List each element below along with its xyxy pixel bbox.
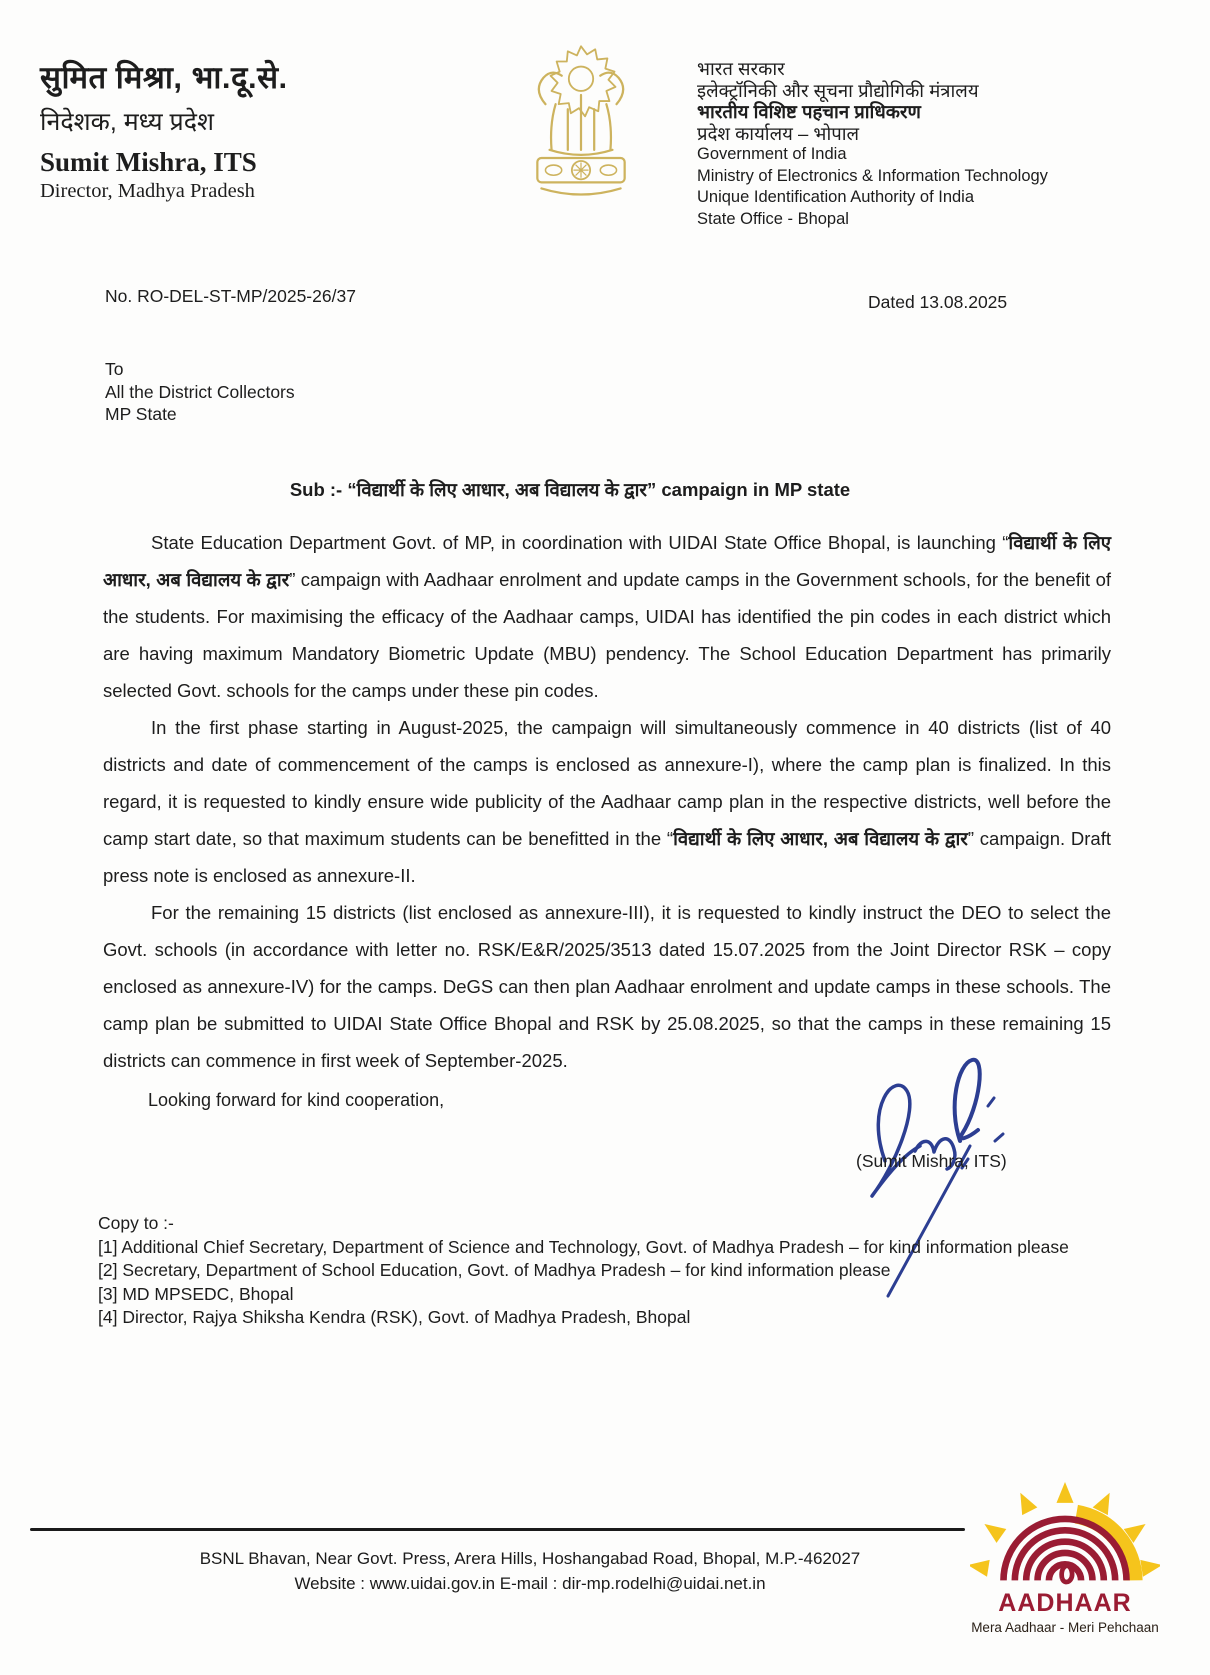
letterhead-authority-en: Unique Identification Authority of India: [697, 188, 975, 206]
recipient-block: [105, 358, 295, 426]
paragraph-1-text-cont: ” campaign with Aadhaar enrolment and update camps in the Government schools, for the benefit of the students. For maximising the efficacy of the Aadhaar camps, UIDAI has identified the pin codes in each district which are having maximum Mandatory Biometric Update (MBU) pendency. The School Education Department has primarily selected Govt. schools for the camps under these pin codes.: [103, 569, 1112, 701]
footer-block: [130, 1546, 930, 1596]
letterhead-office-en: State Office - Bhopal: [697, 209, 849, 228]
signatory-name: (Sumit Mishra, ITS): [856, 1151, 1007, 1171]
sender-name-english: Sumit Mishra, ITS: [40, 147, 257, 177]
copy-to-block: [98, 1212, 1112, 1330]
aadhaar-sun-fingerprint-icon: [970, 1482, 1160, 1588]
letterhead-office-hindi: प्रदेश कार्यालय – भोपाल: [697, 122, 860, 144]
body-paragraph-1: [103, 524, 1111, 709]
paragraph-2-text-cont: ” campaign. Draft press note is enclosed as annexure-II.: [103, 828, 1112, 886]
aadhaar-tagline: Mera Aadhaar - Meri Pehchaan: [971, 1620, 1159, 1635]
paragraph-1-hindi-phrase: विद्यार्थी के लिए आधार, अब विद्यालय के द्वार: [103, 532, 1111, 590]
copy-to-item: [3] MD MPSEDC, Bhopal: [98, 1283, 294, 1304]
copy-to-item: [1] Additional Chief Secretary, Department of Science and Technology, Govt. of Madhya Pradesh – for kind information please: [98, 1236, 1069, 1257]
subject-line: Sub :- “विद्यार्थी के लिए आधार, अब विद्यालय के द्वार” campaign in MP state: [289, 479, 851, 500]
body-paragraph-2: [103, 709, 1111, 894]
letterhead-ministry-hindi: इलेक्ट्रॉनिकी और सूचना प्रौद्योगिकी मंत्रालय: [697, 79, 979, 101]
footer-divider: [30, 1528, 965, 1531]
letter-date: Dated 13.08.2025: [868, 292, 1008, 312]
letterhead-authority-hindi: भारतीय विशिष्ट पहचान प्राधिकरण: [697, 101, 921, 122]
letterhead-ministry-en: Ministry of Electronics & Information Technology: [697, 166, 1048, 185]
recipient-line1: All the District Collectors: [105, 381, 295, 402]
copy-to-item: [2] Secretary, Department of School Education, Govt. of Madhya Pradesh – for kind information please: [98, 1260, 891, 1280]
sender-block: [40, 56, 288, 203]
reference-number: No. RO-DEL-ST-MP/2025-26/37: [105, 286, 356, 306]
paragraph-2-hindi-phrase: विद्यार्थी के लिए आधार, अब विद्यालय के द्वार: [673, 828, 968, 849]
letterhead-block: [697, 58, 1048, 230]
copy-to-item: [4] Director, Rajya Shiksha Kendra (RSK), Govt. of Madhya Pradesh, Bhopal: [98, 1307, 691, 1327]
aadhaar-wordmark: AADHAAR: [998, 1589, 1132, 1617]
body-paragraph-3: For the remaining 15 districts (list enclosed as annexure-III), it is requested to kindly instruct the DEO to select the Govt. schools (in accordance with letter no. RSK/E&R/2025/3513 dated 15.07.2025 from the Joint Director RSK – copy enclosed as annexure-IV) for the camps. DeGS can then plan Aadhaar enrolment and update camps in these schools. The camp plan be submitted to UIDAI State Office Bhopal and RSK by 25.08.2025, so that the camps in these remaining 15 districts can commence in first week of September-2025.: [103, 902, 1111, 1071]
sender-name-hindi: सुमित मिश्रा, भा.दू.से.: [40, 60, 288, 95]
paragraph-1-text: State Education Department Govt. of MP, in coordination with UIDAI State Office Bhopal, is launching “: [151, 532, 1009, 553]
copy-to-heading: Copy to :-: [98, 1213, 174, 1233]
footer-contact: Website : www.uidai.gov.in E-mail : dir-mp.rodelhi@uidai.net.in: [294, 1574, 766, 1593]
letterhead-government-hindi: भारत सरकार: [697, 58, 785, 79]
closing-line: Looking forward for kind cooperation,: [148, 1090, 445, 1110]
ashoka-emblem-icon: [515, 30, 647, 225]
letter-body: [103, 524, 1111, 1079]
paragraph-2-text: In the first phase starting in August-2025, the campaign will simultaneously commence in 40 districts (list of 40 districts and date of commencement of the camps is enclosed as annexure-I), where the camp plan is finalized. In this regard, it is requested to kindly ensure wide publicity of the Aadhaar camp plan in the respective districts, well before the camp start date, so that maximum students can be benefitted in the “: [103, 717, 1111, 849]
letterhead-government-en: Government of India: [697, 145, 847, 163]
footer-address: BSNL Bhavan, Near Govt. Press, Arera Hills, Hoshangabad Road, Bhopal, M.P.-462027: [199, 1549, 861, 1568]
recipient-salutation: To: [105, 359, 124, 379]
sender-title-hindi: निदेशक, मध्य प्रदेश: [40, 108, 215, 136]
recipient-line2: MP State: [105, 404, 177, 424]
sender-title-english: Director, Madhya Pradesh: [40, 180, 255, 202]
aadhaar-logo: [960, 1482, 1170, 1635]
